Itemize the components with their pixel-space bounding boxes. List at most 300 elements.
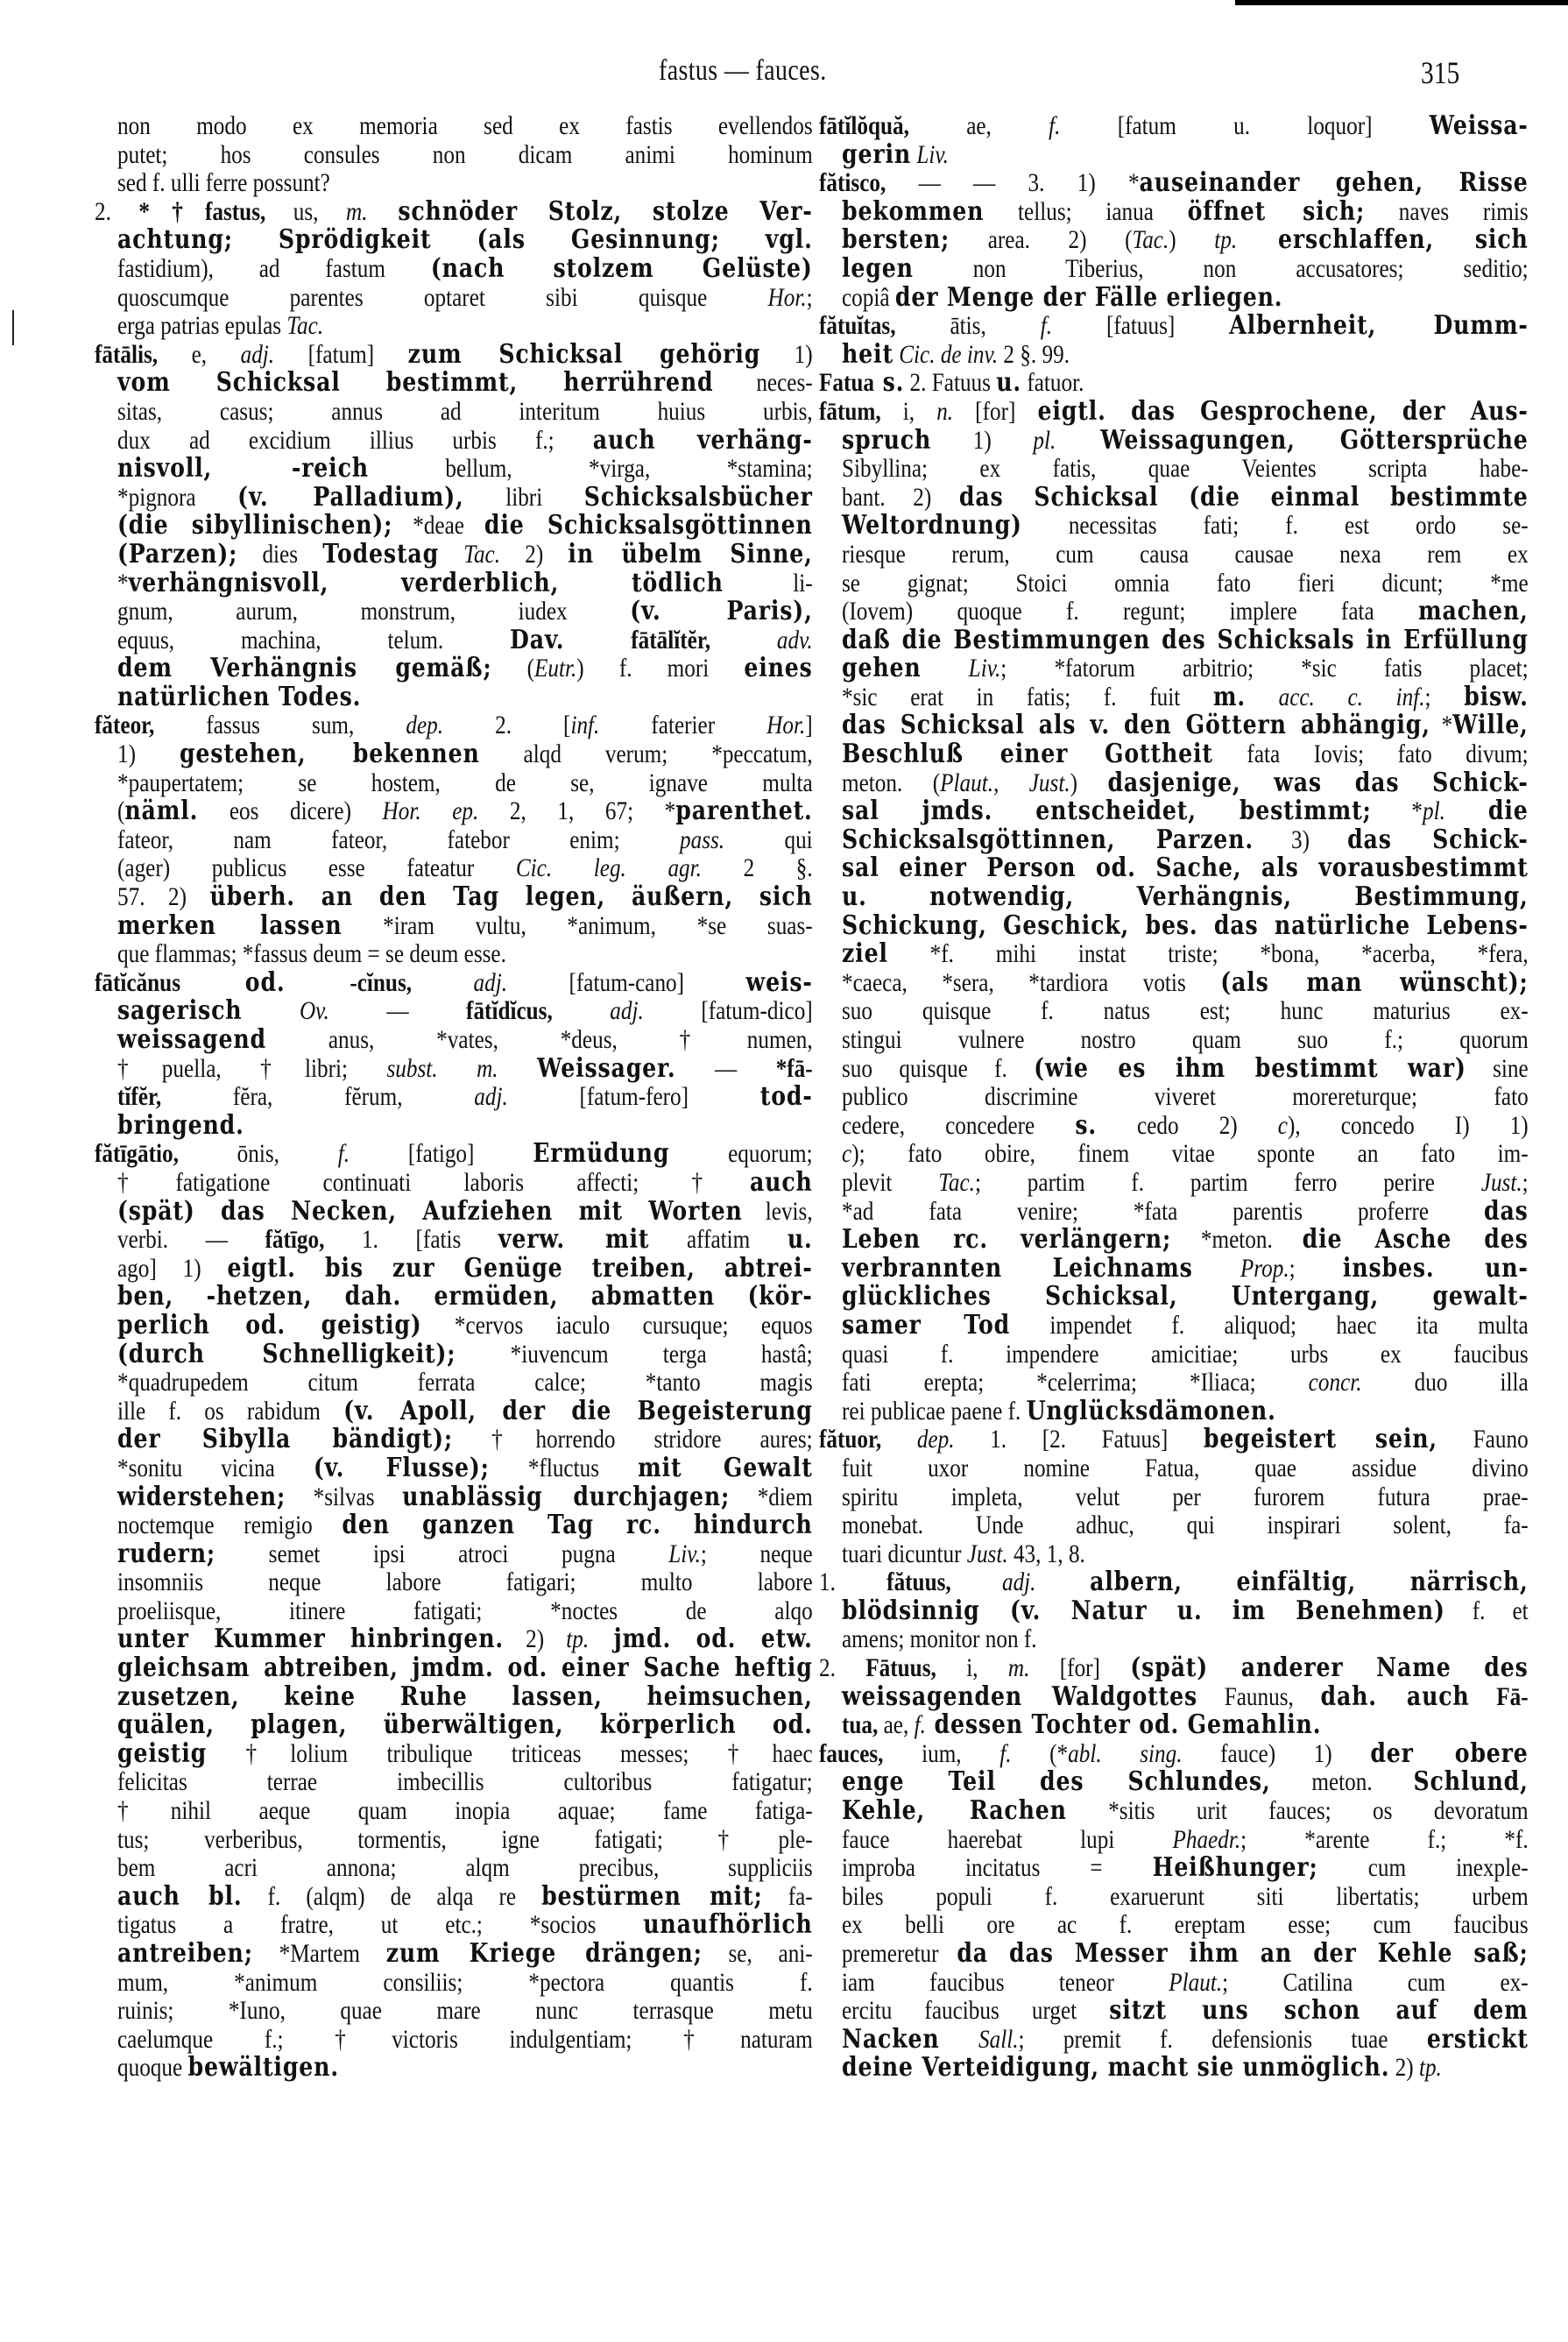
- latin-text: sine: [1466, 1053, 1529, 1083]
- line-text: [842, 1826, 1529, 1855]
- entry-line: [95, 1338, 813, 1369]
- german-gloss: begeistert sein,: [1203, 1424, 1438, 1455]
- latin-text: eos dicere): [198, 796, 383, 826]
- german-gloss: unter Kummer hinbringen.: [117, 1624, 505, 1655]
- line-text: [117, 1597, 813, 1626]
- german-gloss: parenthet.: [675, 796, 813, 827]
- headword: fătīgātio,: [95, 1139, 179, 1169]
- entry-head-line: [819, 1654, 1529, 1683]
- latin-text: que flammas; *fassus deum = se deum esse.: [117, 939, 506, 969]
- line-text: [95, 195, 813, 227]
- latin-text: fauce haerebat lupi: [842, 1824, 1173, 1854]
- latin-text: insomniis neque labore fatigari; multo labore: [117, 1567, 813, 1597]
- latin-text: quasi f. impendere amicitiae; urbs ex faucibus: [842, 1339, 1529, 1369]
- german-gloss: sitzt uns schon auf dem: [1109, 1995, 1529, 2027]
- entry-line: [95, 1568, 813, 1597]
- latin-text: *: [117, 568, 129, 598]
- entry-line: [819, 570, 1529, 598]
- entry-line: [95, 1309, 813, 1341]
- latin-text: meton.: [1270, 1767, 1414, 1797]
- latin-text: *Martem: [252, 1939, 386, 1968]
- german-gloss: bestürmen mit;: [541, 1880, 763, 1912]
- latin-text: ium,: [883, 1738, 1000, 1768]
- italic-abbrev: adj.: [610, 996, 644, 1026]
- entry-head-line: [95, 338, 813, 370]
- line-text: [842, 138, 1529, 170]
- german-gloss: weissagenden Waldgottes: [842, 1680, 1198, 1712]
- german-gloss: bekommen: [842, 195, 985, 227]
- line-text: [117, 1854, 813, 1883]
- latin-text: *ad fata venire; *fata parentis proferre: [842, 1196, 1485, 1226]
- line-text: [117, 312, 813, 341]
- line-text: [842, 1283, 1529, 1312]
- entry-head-line: [95, 195, 813, 227]
- latin-text: *meton.: [1171, 1225, 1303, 1255]
- line-text: [117, 1397, 813, 1426]
- entry-line: [819, 512, 1529, 541]
- german-gloss: zusetzen, keine Ruhe lassen, heimsuchen,: [117, 1680, 813, 1712]
- latin-text: [fatum-fero]: [507, 1082, 760, 1112]
- line-text: [842, 1797, 1529, 1826]
- latin-text: *quadrupedem citum ferrata calce; *tanto magis: [117, 1368, 813, 1397]
- entry-line: [819, 1826, 1529, 1855]
- line-text: [842, 1511, 1529, 1540]
- latin-text: iam faucibus teneor: [842, 1967, 1169, 1997]
- german-gloss: (nach stolzem Gelüste): [430, 252, 813, 284]
- entry-line: [95, 112, 813, 141]
- latin-text: putet; hos consules non dicam animi hominum: [117, 139, 813, 169]
- entry-line: [95, 1826, 813, 1855]
- entry-line: [95, 141, 813, 170]
- latin-text: duo illa: [1361, 1368, 1529, 1397]
- line-text: [117, 1568, 813, 1597]
- line-text: [117, 1911, 813, 1940]
- italic-abbrev: f.: [1040, 311, 1053, 341]
- latin-text: faterier: [599, 711, 767, 740]
- line-text: [117, 1426, 813, 1454]
- german-gloss: schnöder Stolz, stolze Ver-: [367, 195, 813, 227]
- line-text: [117, 1195, 813, 1227]
- german-gloss: auch verhäng-: [592, 424, 813, 456]
- line-text: [117, 1826, 813, 1855]
- german-gloss: (v. Apoll, der die Begeisterung: [343, 1395, 813, 1426]
- latin-text: — — 3. 1) *: [886, 168, 1140, 198]
- entry-line: [95, 1195, 813, 1227]
- german-gloss: verw. mit: [498, 1224, 650, 1256]
- entry-line: [95, 997, 813, 1026]
- entry-line: [95, 512, 813, 541]
- entry-line: [819, 1797, 1529, 1826]
- line-text: [117, 997, 813, 1026]
- entry-line: [95, 1511, 813, 1540]
- german-gloss: die Asche des: [1302, 1224, 1529, 1256]
- entry-line: [819, 883, 1529, 912]
- latin-text: *deae: [392, 511, 484, 541]
- entry-line: [95, 169, 813, 198]
- line-text: [117, 169, 813, 198]
- german-gloss: Schickung, Geschick, bes. das natürliche Lebens-: [842, 909, 1529, 941]
- entry-line: [95, 1625, 813, 1654]
- line-text: [819, 1568, 1529, 1597]
- german-gloss: der obere: [1370, 1737, 1529, 1769]
- italic-abbrev: c: [1277, 1110, 1288, 1140]
- latin-text: 2): [1389, 2053, 1419, 2083]
- entry-head-line: [95, 966, 813, 998]
- line-text: [819, 312, 1529, 341]
- latin-text: ; *fatorum arbitrio; *sic fatis placet;: [1000, 654, 1529, 683]
- line-text: [117, 1166, 813, 1198]
- german-gloss: unablässig durchjagen;: [402, 1481, 731, 1512]
- latin-text: f. (alqm) de alqa re: [242, 1881, 542, 1911]
- entry-line: [95, 626, 813, 655]
- entry-line: [819, 940, 1529, 969]
- german-gloss: bewältigen.: [187, 2052, 339, 2084]
- german-gloss: legen: [842, 252, 914, 284]
- entry-line: [819, 740, 1529, 769]
- german-gloss: Weissa-: [1429, 110, 1529, 141]
- entry-line: [95, 2054, 813, 2083]
- line-text: [842, 966, 1529, 998]
- italic-abbrev: tp.: [1214, 225, 1238, 255]
- italic-abbrev: pass.: [679, 824, 725, 854]
- latin-text: ille f. os rabidum: [117, 1396, 344, 1426]
- latin-text: spiritu impleta, velut per furorem futura prae-: [842, 1482, 1529, 1511]
- entry-line: [819, 769, 1529, 798]
- latin-text: copiâ: [842, 282, 895, 312]
- italic-abbrev: adj.: [473, 967, 508, 997]
- line-text: [842, 226, 1529, 255]
- latin-text: ātis,: [895, 311, 1041, 341]
- entry-line: [819, 1540, 1529, 1569]
- entry-line: [95, 1397, 813, 1426]
- italic-abbrev: Liv.: [668, 1539, 701, 1568]
- italic-abbrev: Tac.: [1132, 225, 1169, 255]
- line-text: [117, 1283, 813, 1312]
- entry-head-line: [95, 711, 813, 740]
- latin-text: i,: [880, 396, 937, 426]
- entry-line: [95, 1969, 813, 1998]
- german-gloss: den ganzen Tag rc. hindurch: [342, 1510, 813, 1541]
- entry-line: [95, 1369, 813, 1397]
- latin-text: libri: [463, 482, 584, 512]
- headword: Fā-: [1496, 1681, 1529, 1711]
- line-text: [842, 997, 1529, 1026]
- latin-text: Fauno: [1437, 1425, 1529, 1454]
- latin-text: [564, 626, 631, 654]
- entry-line: [819, 1711, 1529, 1740]
- line-text: [95, 711, 813, 740]
- latin-text: necessitas fati; f. est ordo se-: [1021, 511, 1529, 541]
- latin-text: †lolium tribulique triticeas messes; †haec: [207, 1738, 813, 1768]
- german-gloss: Nacken: [842, 2023, 940, 2055]
- italic-abbrev: f.: [914, 1710, 926, 1740]
- line-text: [842, 195, 1529, 227]
- german-gloss: (Parzen);: [117, 538, 238, 570]
- italic-abbrev: c: [842, 1139, 852, 1169]
- headword: Fatua: [819, 368, 874, 398]
- latin-text: *iuvencum terga hastâ;: [456, 1339, 813, 1369]
- entry-head-line: [819, 1737, 1529, 1769]
- line-text: [842, 740, 1529, 769]
- line-text: [117, 1083, 813, 1112]
- line-text: [842, 1711, 1529, 1740]
- latin-text: non Tiberius, non accusatores; seditio;: [913, 253, 1529, 283]
- latin-text: *: [1430, 711, 1453, 740]
- latin-text: equorum;: [669, 1139, 813, 1169]
- italic-abbrev: Tac.: [463, 539, 501, 569]
- latin-text: ;: [1289, 1253, 1343, 1283]
- german-gloss: gehen: [842, 653, 922, 684]
- entry-line: [95, 455, 813, 484]
- line-text: [842, 854, 1529, 883]
- page-header: [0, 54, 1568, 93]
- latin-text: 2 §. 99.: [998, 339, 1070, 369]
- german-gloss: auch bl.: [117, 1880, 243, 1912]
- german-gloss: deine Verteidigung, macht sie unmöglich.: [842, 2052, 1390, 2084]
- german-gloss: antreiben;: [117, 1938, 253, 1969]
- latin-text: 1. [fatis: [324, 1225, 498, 1255]
- latin-text: ): [1070, 768, 1108, 797]
- latin-text: ercitu faucibus urget: [842, 1996, 1110, 2026]
- entry-line: [95, 252, 813, 284]
- latin-text: *sitis urit fauces; os devoratum: [1066, 1796, 1529, 1826]
- german-gloss: das Schicksal (die einmal bestimmte: [958, 481, 1529, 513]
- entry-line: [819, 1252, 1529, 1284]
- latin-text: [for]: [953, 396, 1038, 426]
- latin-text: 2 §.: [701, 853, 813, 883]
- latin-text: mum, *animum consiliis; *pectora quantis f.: [117, 1967, 813, 1997]
- italic-abbrev: f.: [1049, 111, 1061, 140]
- latin-text: gnum, aurum, monstrum, iudex: [117, 597, 631, 626]
- line-text: [117, 1483, 813, 1512]
- line-text: [842, 1397, 1529, 1426]
- latin-text: ae,: [878, 1710, 915, 1740]
- german-gloss: u. notwendig, Verhängnis, Bestimmung,: [842, 881, 1529, 913]
- entry-line: [95, 1797, 813, 1826]
- latin-text: tellus; ianua: [984, 196, 1188, 226]
- line-text: [842, 481, 1529, 513]
- headword: *fā-: [775, 1053, 813, 1083]
- latin-text: *cervos iaculo cursuque; equos: [421, 1310, 813, 1340]
- italic-abbrev: Liv.: [916, 139, 949, 169]
- entry-head-line: [819, 112, 1529, 141]
- line-text: [842, 1883, 1529, 1912]
- german-gloss: geistig: [117, 1737, 208, 1769]
- german-gloss: die: [1444, 796, 1529, 827]
- latin-text: 1): [931, 425, 1034, 455]
- line-text: [842, 826, 1529, 855]
- german-gloss: daß die Bestimmungen des Schicksals in Erfüllung: [842, 624, 1529, 655]
- line-text: [842, 281, 1529, 313]
- latin-text: *sonitu vicina: [117, 1453, 314, 1482]
- italic-abbrev: adv.: [776, 625, 813, 654]
- latin-text: [1193, 1254, 1240, 1283]
- line-text: [117, 141, 813, 170]
- italic-abbrev: f.: [337, 1139, 350, 1169]
- line-text: [117, 1338, 813, 1369]
- entry-line: [95, 654, 813, 683]
- headword: fātĭdĭcus,: [466, 996, 553, 1026]
- entry-line: [819, 1083, 1529, 1112]
- german-gloss: widerstehen;: [117, 1481, 286, 1512]
- german-gloss: s.: [874, 367, 905, 399]
- latin-text: 3): [1253, 824, 1348, 854]
- italic-abbrev: adj.: [240, 339, 275, 369]
- latin-text: tus; verberibus, tormentis, igne fatigati; †ple-: [117, 1824, 813, 1854]
- line-text: [842, 570, 1529, 598]
- entry-line: [95, 1680, 813, 1712]
- line-text: [842, 654, 1529, 683]
- line-text: [117, 512, 813, 541]
- german-gloss: (v. Paris),: [630, 596, 813, 627]
- latin-text: *pignora: [117, 482, 238, 512]
- line-text: [842, 711, 1529, 740]
- german-gloss: der Menge der Fälle erliegen.: [894, 281, 1283, 313]
- entry-line: [95, 284, 813, 313]
- line-text: [117, 1511, 813, 1540]
- latin-text: caelumque f.; †victoris indulgentiam; †naturam: [117, 2024, 813, 2054]
- line-text: [117, 626, 813, 655]
- latin-text: [1470, 1682, 1497, 1711]
- german-gloss: (die sibyllinischen);: [117, 510, 393, 541]
- latin-text: [fatum-cano]: [507, 967, 746, 997]
- latin-text: ; Catilina cum ex-: [1222, 1967, 1529, 1997]
- german-gloss: Weissagungen, Göttersprüche: [1056, 424, 1529, 456]
- entry-line: [819, 481, 1529, 513]
- entry-line: [95, 538, 813, 570]
- entry-line: [819, 1341, 1529, 1369]
- entry-line: [819, 1454, 1529, 1483]
- line-text: [117, 424, 813, 456]
- entry-head-line: [95, 1140, 813, 1169]
- latin-text: plevit: [842, 1167, 939, 1197]
- entry-line: [819, 1483, 1529, 1512]
- latin-text: erga patrias epulas: [117, 311, 287, 341]
- line-text: [842, 1540, 1529, 1569]
- german-gloss: sal jmds. entscheidet, bestimmt;: [842, 796, 1372, 827]
- line-text: [842, 1109, 1529, 1141]
- latin-text: dies: [237, 539, 323, 569]
- latin-text: neces-: [713, 368, 813, 398]
- line-text: [117, 1940, 813, 1969]
- entry-line: [819, 654, 1529, 683]
- latin-text: [710, 626, 777, 654]
- entry-line: [819, 1283, 1529, 1312]
- german-gloss: da das Messer ihm an der Kehle saß;: [957, 1938, 1529, 1969]
- latin-text: 57. 2): [117, 882, 210, 912]
- headword: fătisco,: [819, 168, 886, 198]
- latin-text: quoscumque parentes optaret sibi quisque: [117, 282, 768, 312]
- line-text: [117, 1737, 813, 1769]
- latin-text: ) f. mori: [576, 654, 745, 683]
- italic-abbrev: Hor. ep.: [382, 796, 479, 826]
- line-text: [842, 2023, 1529, 2055]
- entry-head-line: [819, 369, 1529, 398]
- entry-line: [819, 1109, 1529, 1141]
- entry-line: [95, 481, 813, 513]
- latin-text: †fatigatione continuati laboris affecti; †: [117, 1167, 751, 1197]
- latin-text: 2): [504, 1624, 567, 1654]
- german-gloss: (durch Schnelligkeit);: [117, 1338, 456, 1369]
- headword: fātum,: [819, 396, 881, 426]
- latin-text: noctemque remigio: [117, 1511, 343, 1540]
- latin-text: ago] 1): [117, 1253, 228, 1283]
- line-text: [117, 826, 813, 855]
- headword: fătuor,: [819, 1425, 882, 1454]
- entry-line: [819, 338, 1529, 370]
- entry-line: [95, 1166, 813, 1198]
- italic-abbrev: acc. c. inf.: [1278, 682, 1425, 711]
- line-text: [117, 481, 813, 513]
- line-text: [842, 769, 1529, 798]
- entry-line: [95, 1711, 813, 1740]
- line-text: [842, 1969, 1529, 1998]
- german-gloss: quälen, plagen, überwältigen, körperlich od.: [117, 1709, 813, 1741]
- line-text: [117, 1540, 813, 1569]
- italic-abbrev: Hor.: [766, 711, 806, 740]
- entry-line: [95, 1540, 813, 1569]
- entry-head-line: [819, 1426, 1529, 1454]
- entry-line: [95, 1737, 813, 1769]
- italic-abbrev: m.: [346, 196, 368, 226]
- latin-text: [fatum u. loquor]: [1060, 111, 1430, 140]
- latin-text: †horrendo stridore aures;: [453, 1425, 813, 1454]
- latin-text: cum inexple-: [1317, 1853, 1529, 1883]
- italic-abbrev: pl.: [1033, 425, 1056, 455]
- entry-line: [819, 1397, 1529, 1426]
- entry-line: [819, 1854, 1529, 1883]
- entry-line: [95, 1880, 813, 1912]
- entry-line: [95, 1109, 813, 1141]
- german-gloss: die Schicksalsgöttinnen: [484, 510, 813, 541]
- german-gloss: dessen Tochter od. Gemahlin.: [925, 1709, 1322, 1741]
- italic-abbrev: tp.: [1418, 2053, 1442, 2083]
- entry-line: [819, 1195, 1529, 1227]
- latin-text: *silvas: [286, 1482, 403, 1511]
- entry-head-line: [819, 1568, 1529, 1597]
- entry-line: [95, 1911, 813, 1940]
- headword: fătuus,: [886, 1567, 951, 1597]
- latin-text: ex belli ore ac f. ereptam esse; cum faucibus: [842, 1910, 1529, 1940]
- headword: Fātuus,: [865, 1653, 936, 1683]
- latin-text: (: [491, 654, 534, 683]
- german-gloss: verbrannten Leichnams: [842, 1252, 1193, 1284]
- entry-line: [95, 398, 813, 427]
- headword: fātĭcănus: [95, 967, 181, 997]
- german-gloss: Dav.: [509, 624, 565, 655]
- latin-text: [922, 654, 969, 683]
- page-number: 315: [1421, 55, 1460, 90]
- latin-text: anus, *vates, *deus, †numen,: [266, 1025, 813, 1054]
- latin-text: [498, 1054, 538, 1083]
- german-gloss: u.: [787, 1224, 813, 1256]
- latin-text: †puella, †libri;: [117, 1053, 387, 1083]
- latin-text: (*: [1011, 1738, 1069, 1768]
- headword: fātĭlŏquă,: [819, 111, 909, 140]
- latin-text: ); fato obire, finem vitae sponte an fato im-: [851, 1139, 1529, 1169]
- italic-abbrev: pl.: [1423, 796, 1445, 826]
- german-gloss: erschlaffen, sich: [1237, 224, 1529, 256]
- line-text: [117, 1109, 813, 1141]
- latin-text: *sic erat in fatis; f. fuit: [842, 682, 1213, 711]
- entry-line: [819, 626, 1529, 655]
- entry-line: [819, 826, 1529, 855]
- line-text: [842, 1083, 1529, 1112]
- german-gloss: auseinander gehen, Risse: [1139, 167, 1529, 199]
- line-text: [842, 683, 1529, 712]
- italic-abbrev: Cic. de inv.: [899, 339, 999, 369]
- latin-text: *iram vultu, *animum, *se suas-: [342, 910, 813, 940]
